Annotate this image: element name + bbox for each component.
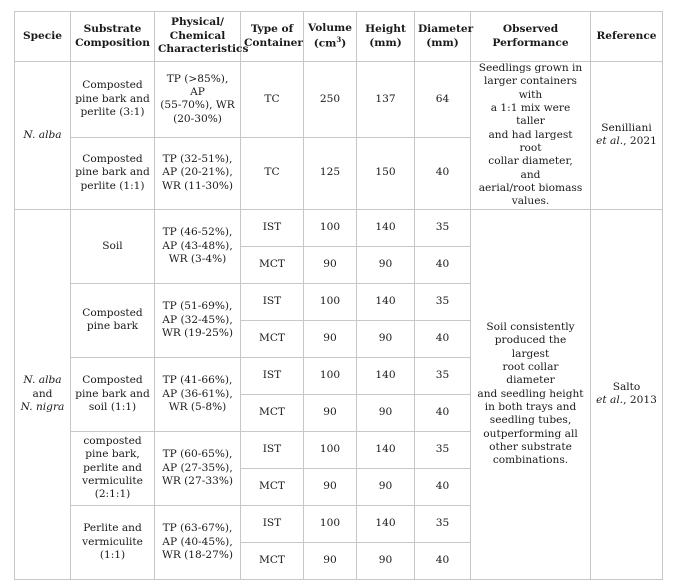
- height-cell: 140: [357, 505, 415, 542]
- container-cell: IST: [241, 357, 304, 394]
- volume-cell: 250: [304, 62, 357, 138]
- header-physical: Physical/ Chemical Characteristics: [155, 12, 241, 62]
- volume-cell: 100: [304, 357, 357, 394]
- header-container: Type of Container: [241, 12, 304, 62]
- performance-cell: Soil consistently produced the largest root collar diameter and seedling height in both trays and seedling tubes, outperforming all other substrate combinations.: [471, 209, 591, 579]
- volume-cell: 90: [304, 542, 357, 579]
- reference-cell: Salto et al., 2013: [591, 209, 663, 579]
- substrate-cell: Perlite and vermiculite (1:1): [71, 505, 155, 579]
- substrate-cell: Composted pine bark and soil (1:1): [71, 357, 155, 431]
- physical-cell: TP (63-67%), AP (40-45%), WR (18-27%): [155, 505, 241, 579]
- volume-cell: 90: [304, 246, 357, 283]
- container-cell: MCT: [241, 542, 304, 579]
- substrate-cell: Composted pine bark: [71, 283, 155, 357]
- specie-cell: N. alba: [15, 62, 71, 210]
- header-performance: Observed Performance: [471, 12, 591, 62]
- volume-cell: 90: [304, 320, 357, 357]
- diameter-cell: 35: [415, 357, 471, 394]
- table-row: [15, 209, 663, 246]
- container-cell: TC: [241, 137, 304, 209]
- diameter-cell: 40: [415, 137, 471, 209]
- physical-cell: TP (32-51%), AP (20-21%), WR (11-30%): [155, 137, 241, 209]
- header-substrate: Substrate Composition: [71, 12, 155, 62]
- table-row: [15, 62, 663, 138]
- specie-cell: N. alba and N. nigra: [15, 209, 71, 579]
- header-volume: Volume $(cm^3)$: [304, 12, 357, 62]
- physical-cell: TP (51-69%), AP (32-45%), WR (19-25%): [155, 283, 241, 357]
- diameter-cell: 35: [415, 505, 471, 542]
- container-cell: IST: [241, 505, 304, 542]
- header-specie: Specie: [15, 12, 71, 62]
- height-cell: 140: [357, 283, 415, 320]
- height-cell: 140: [357, 357, 415, 394]
- header-reference: Reference: [591, 12, 663, 62]
- physical-cell: TP (60-65%), AP (27-35%), WR (27-33%): [155, 431, 241, 505]
- substrate-cell: Composted pine bark and perlite (1:1): [71, 137, 155, 209]
- diameter-cell: 40: [415, 246, 471, 283]
- container-cell: MCT: [241, 394, 304, 431]
- container-cell: IST: [241, 209, 304, 246]
- substrate-table: [14, 11, 663, 580]
- height-cell: 90: [357, 394, 415, 431]
- container-cell: MCT: [241, 320, 304, 357]
- volume-cell: 90: [304, 468, 357, 505]
- volume-cell: 100: [304, 209, 357, 246]
- height-cell: 90: [357, 468, 415, 505]
- container-cell: IST: [241, 283, 304, 320]
- physical-cell: TP (41-66%), AP (36-61%), WR (5-8%): [155, 357, 241, 431]
- height-cell: 90: [357, 542, 415, 579]
- diameter-cell: 40: [415, 542, 471, 579]
- diameter-cell: 40: [415, 320, 471, 357]
- volume-cell: 90: [304, 394, 357, 431]
- container-cell: MCT: [241, 468, 304, 505]
- volume-cell: 125: [304, 137, 357, 209]
- height-cell: 140: [357, 209, 415, 246]
- substrate-cell: composted pine bark, perlite and vermiculite (2:1:1): [71, 431, 155, 505]
- diameter-cell: 35: [415, 283, 471, 320]
- volume-cell: 100: [304, 283, 357, 320]
- diameter-cell: 64: [415, 62, 471, 138]
- substrate-cell: Soil: [71, 209, 155, 283]
- container-cell: TC: [241, 62, 304, 138]
- physical-cell: TP (46-52%), AP (43-48%), WR (3-4%): [155, 209, 241, 283]
- volume-cell: 100: [304, 505, 357, 542]
- header-height: Height (mm): [357, 12, 415, 62]
- header-diameter: Diameter (mm): [415, 12, 471, 62]
- height-cell: 90: [357, 320, 415, 357]
- height-cell: 90: [357, 246, 415, 283]
- height-cell: 137: [357, 62, 415, 138]
- header-row: [15, 12, 663, 62]
- reference-cell: Senilliani et al., 2021: [591, 62, 663, 210]
- physical-cell: TP (>85%), AP (55-70%), WR (20-30%): [155, 62, 241, 138]
- substrate-cell: Composted pine bark and perlite (3:1): [71, 62, 155, 138]
- diameter-cell: 40: [415, 468, 471, 505]
- diameter-cell: 35: [415, 431, 471, 468]
- container-cell: MCT: [241, 246, 304, 283]
- height-cell: 140: [357, 431, 415, 468]
- container-cell: IST: [241, 431, 304, 468]
- diameter-cell: 40: [415, 394, 471, 431]
- volume-cell: 100: [304, 431, 357, 468]
- height-cell: 150: [357, 137, 415, 209]
- performance-cell: Seedlings grown in larger containers with a 1:1 mix were taller and had largest root collar diameter, and aerial/root biomass values.: [471, 62, 591, 210]
- diameter-cell: 35: [415, 209, 471, 246]
